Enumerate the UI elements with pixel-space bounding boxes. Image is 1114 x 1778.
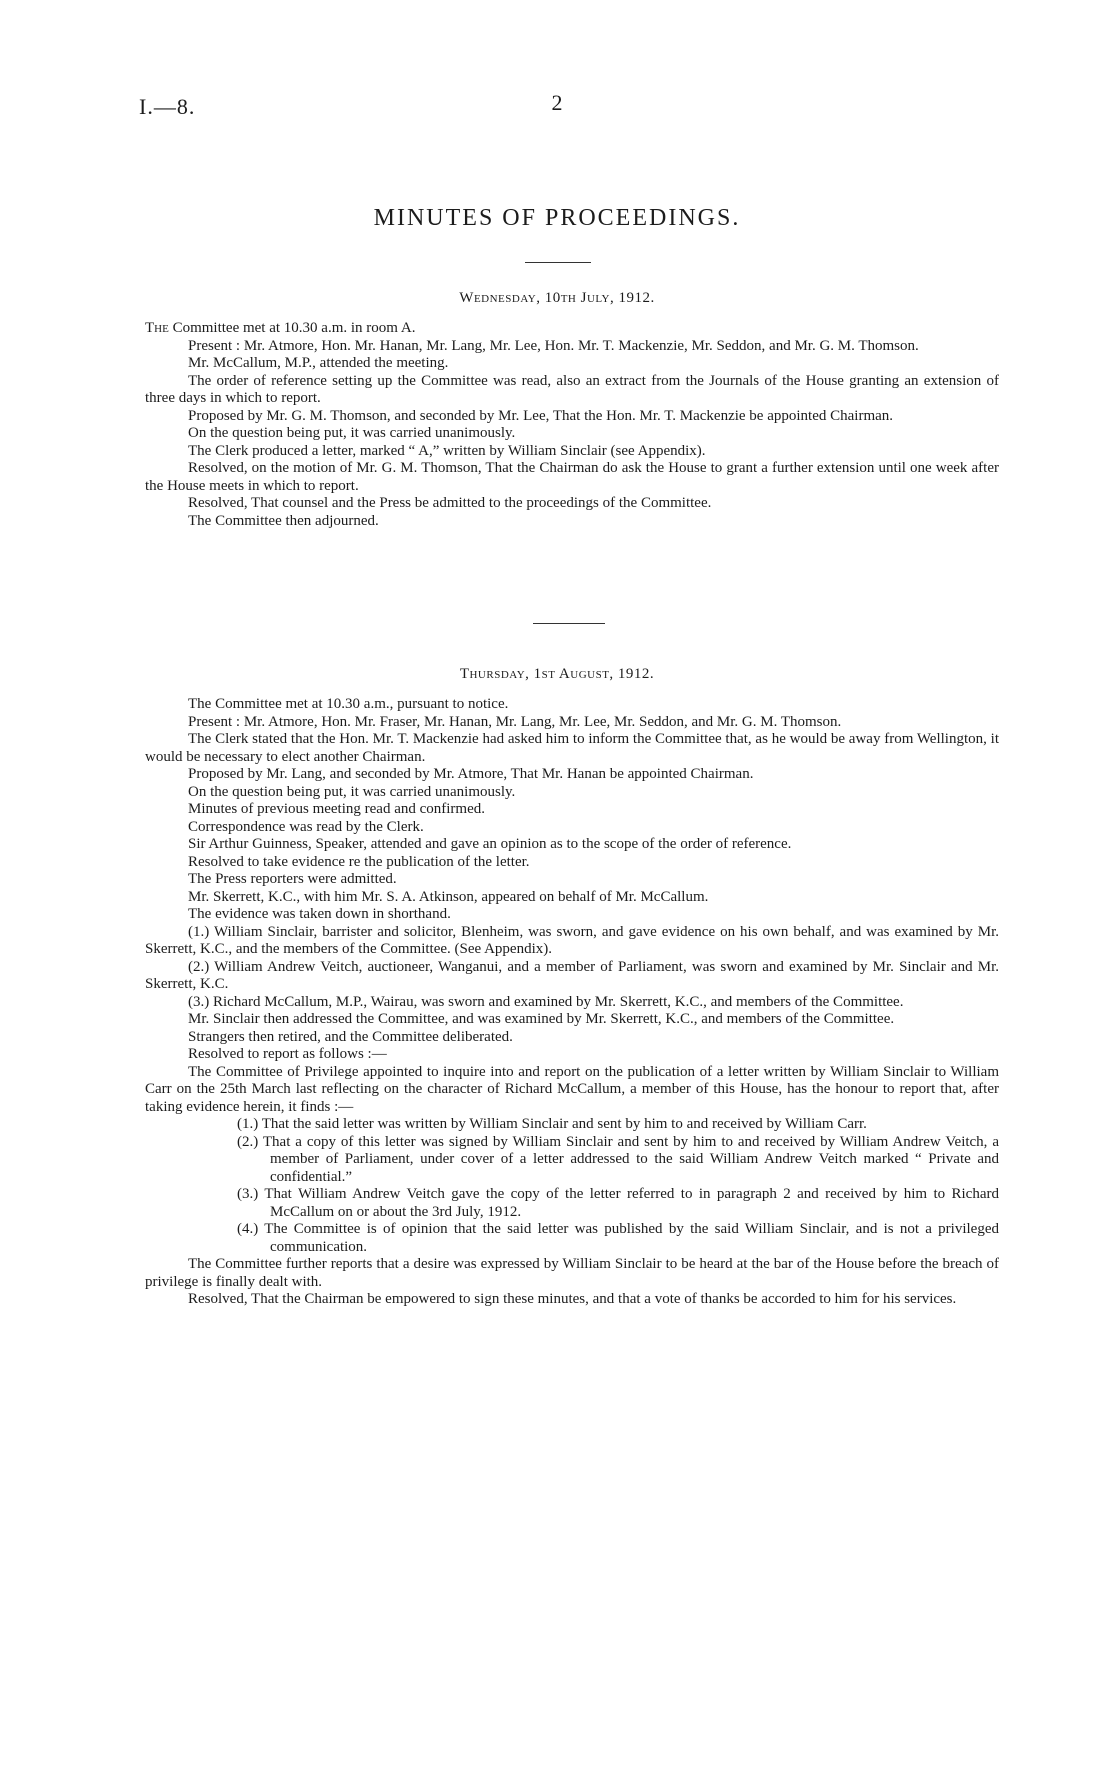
meeting-2-paragraph: Correspondence was read by the Clerk. bbox=[188, 818, 424, 835]
opening-word: The bbox=[145, 320, 169, 336]
report-finding: (3.) That William Andrew Veitch gave the copy of the letter referred to in paragraph 2 and received by him to Richard McCallum on or about the 3rd July, 1912. bbox=[237, 1186, 999, 1220]
meeting-2-paragraph: Mr. Skerrett, K.C., with him Mr. S. A. Atkinson, appeared on behalf of Mr. McCallum. bbox=[188, 888, 709, 905]
meeting-1-paragraph: Resolved, That counsel and the Press be admitted to the proceedings of the Committee. bbox=[188, 495, 712, 511]
meeting-2-paragraph: On the question being put, it was carried unanimously. bbox=[188, 783, 516, 800]
meeting-1-paragraph: The Committee met at 10.30 a.m. in room A. bbox=[145, 320, 416, 336]
meeting-2-paragraph: The evidence was taken down in shorthand. bbox=[188, 906, 451, 922]
meeting-2-paragraph: Present : Mr. Atmore, Hon. Mr. Fraser, Mr. Hanan, Mr. Lang, Mr. Lee, Mr. Seddon, and Mr. G. M. Thomson. bbox=[188, 713, 842, 730]
meeting-1-paragraph: Present : Mr. Atmore, Hon. Mr. Hanan, Mr. Lang, Mr. Lee, Hon. Mr. T. Mackenzie, Mr. Seddon, and Mr. G. M. Thomson. bbox=[188, 337, 919, 354]
meeting-2-paragraph: The Committee further reports that a desire was expressed by William Sinclair to be heard at the bar of the House before the breach of privilege is finally dealt with. bbox=[145, 1256, 999, 1290]
meeting-1-minutes bbox=[145, 320, 999, 530]
meeting-1-paragraph: Proposed by Mr. G. M. Thomson, and seconded by Mr. Lee, That the Hon. Mr. T. Mackenzie be appointed Chairman. bbox=[188, 407, 894, 424]
meeting-2-paragraph: The Press reporters were admitted. bbox=[188, 871, 397, 887]
document-reference: I.—8. bbox=[139, 94, 196, 119]
meeting-2-paragraph: Resolved, That the Chairman be empowered to sign these minutes, and that a vote of thanks be accorded to him for his services. bbox=[188, 1291, 957, 1307]
meeting-2-paragraph: Sir Arthur Guinness, Speaker, attended and gave an opinion as to the scope of the order of reference. bbox=[188, 836, 792, 852]
meeting-2-paragraph: Strangers then retired, and the Committee deliberated. bbox=[188, 1028, 513, 1045]
meeting-2-paragraph: (3.) Richard McCallum, M.P., Wairau, was sworn and examined by Mr. Skerrett, K.C., and members of the Committee. bbox=[188, 993, 904, 1010]
report-finding: (4.) The Committee is of opinion that the said letter was published by the said William Sinclair, and is not a privileged communication. bbox=[237, 1221, 999, 1255]
meeting-1-paragraph: On the question being put, it was carried unanimously. bbox=[188, 425, 516, 441]
meeting-2-paragraph: Minutes of previous meeting read and confirmed. bbox=[188, 801, 485, 817]
meeting-2-paragraph: The Clerk stated that the Hon. Mr. T. Mackenzie had asked him to inform the Committee that, as he would be away from Wellington, it would be necessary to elect another Chairman. bbox=[145, 731, 999, 765]
page-title: MINUTES OF PROCEEDINGS. bbox=[373, 205, 741, 231]
meeting-2-paragraph: The Committee met at 10.30 a.m., pursuant to notice. bbox=[188, 696, 509, 712]
meeting-1-paragraph: The Committee then adjourned. bbox=[188, 512, 379, 529]
meeting-2-paragraph: Resolved to report as follows :— bbox=[188, 1046, 387, 1062]
meeting-2-paragraph: Proposed by Mr. Lang, and seconded by Mr. Atmore, That Mr. Hanan be appointed Chairman. bbox=[188, 766, 754, 782]
title-divider bbox=[525, 262, 591, 263]
meeting-2-paragraph: (2.) William Andrew Veitch, auctioneer, Wanganui, and a member of Parliament, was sworn and examined by Mr. Sinclair and Mr. Skerrett, K.C. bbox=[145, 958, 999, 992]
meeting-1-date: Wednesday, 10th July, 1912. bbox=[459, 290, 655, 306]
report-finding: (2.) That a copy of this letter was signed by William Sinclair and sent by him to and received by William Andrew Veitch, a member of Parliament, under cover of a letter addressed to the said William Andrew Veitch marked “ Private and confidential.” bbox=[237, 1133, 999, 1185]
meeting-2-paragraph: Resolved to take evidence re the publication of the letter. bbox=[188, 853, 530, 870]
section-divider bbox=[533, 623, 605, 624]
meeting-1-paragraph: Resolved, on the motion of Mr. G. M. Thomson, That the Chairman do ask the House to grant a further extension until one week after the House meets in which to report. bbox=[145, 460, 999, 494]
report-finding: (1.) That the said letter was written by William Sinclair and sent by him to and received by William Carr. bbox=[237, 1116, 867, 1132]
page-number: 2 bbox=[551, 90, 563, 115]
meeting-2-minutes bbox=[145, 696, 999, 1309]
report-paragraph: The Committee of Privilege appointed to inquire into and report on the publication of a letter written by William Sinclair to William Carr on the 25th March last reflecting on the character of Richard McCallum, a member of this House, has the honour to report that, after taking evidence herein, it finds :— bbox=[145, 1063, 999, 1115]
meeting-2-paragraph: Mr. Sinclair then addressed the Committee, and was examined by Mr. Skerrett, K.C., and members of the Committee. bbox=[188, 1011, 895, 1027]
meeting-1-paragraph: Mr. McCallum, M.P., attended the meeting. bbox=[188, 355, 449, 371]
meeting-2-paragraph: (1.) William Sinclair, barrister and solicitor, Blenheim, was sworn, and gave evidence on his own behalf, and was examined by Mr. Skerrett, K.C., and the members of the Committee. (See Appendix). bbox=[145, 923, 999, 957]
meeting-1-paragraph: The Clerk produced a letter, marked “ A,” written by William Sinclair (see Appendix). bbox=[188, 442, 706, 459]
meeting-1-paragraph: The order of reference setting up the Committee was read, also an extract from the Journals of the House granting an extension of three days in which to report. bbox=[145, 372, 999, 406]
meeting-2-date: Thursday, 1st August, 1912. bbox=[459, 666, 655, 682]
